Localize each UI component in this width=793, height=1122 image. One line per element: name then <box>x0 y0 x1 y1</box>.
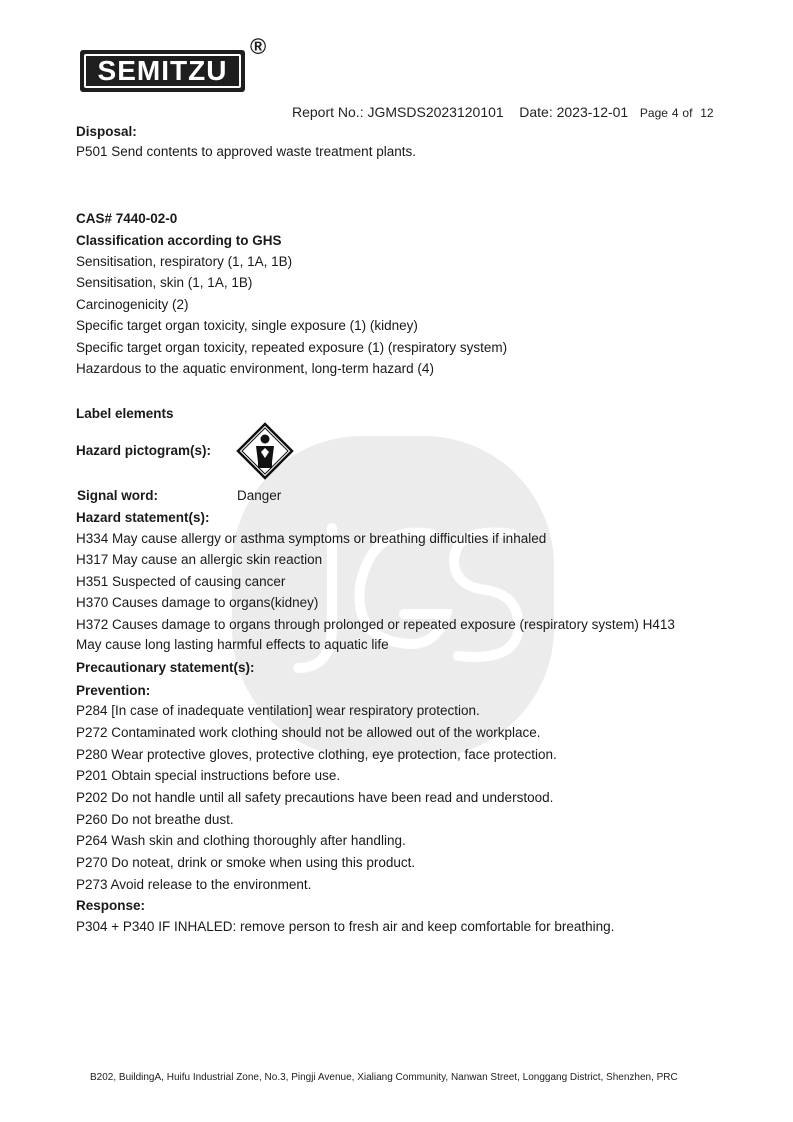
page-of: of <box>682 106 693 120</box>
classification-item: Specific target organ toxicity, single exposure (1) (kidney) <box>76 318 418 333</box>
prevention-statement: P270 Do noteat, drink or smoke when using this product. <box>76 855 416 870</box>
pictogram-label: Hazard pictogram(s): <box>76 443 212 458</box>
hazard-statement: May cause long lasting harmful effects to aquatic life <box>76 637 389 652</box>
logo-frame <box>84 54 241 88</box>
hazard-statement: H351 Suspected of causing cancer <box>76 574 286 589</box>
classification-item: Sensitisation, skin (1, 1A, 1B) <box>76 275 253 290</box>
registered-mark: ® <box>250 34 267 59</box>
logo-text: SEMITZU <box>97 55 228 86</box>
label-elements-heading: Label elements <box>76 406 174 421</box>
cas-heading: CAS# 7440-02-0 <box>76 211 178 226</box>
prevention-statement: P284 [In case of inadequate ventilation] wear respiratory protection. <box>76 703 480 718</box>
page-prefix: Page <box>639 106 668 120</box>
hazard-statements-heading: Hazard statement(s): <box>76 510 210 525</box>
precautionary-heading: Precautionary statement(s): <box>76 660 255 675</box>
footer-address: B202, BuildingA, Huifu Industrial Zone, No.3, Pingji Avenue, Xialiang Community, Nanwan Street, Longgang District, Shenzhen, PRC <box>90 1072 678 1083</box>
classification-item: Carcinogenicity (2) <box>76 297 189 312</box>
classification-item: Sensitisation, respiratory (1, 1A, 1B) <box>76 254 293 269</box>
report-number: Report No.: JGMSDS2023120101 <box>292 104 504 120</box>
response-statement: P304 + P340 IF INHALED: remove person to fresh air and keep comfortable for breathing. <box>76 919 615 934</box>
prevention-statement: P272 Contaminated work clothing should not be allowed out of the workplace. <box>76 725 541 740</box>
report-date: Date: 2023-12-01 <box>519 104 629 120</box>
classification-heading: Classification according to GHS <box>76 233 282 248</box>
prevention-statement: P260 Do not breathe dust. <box>76 812 234 827</box>
report-header-line <box>292 104 714 120</box>
disposal-p501: P501 Send contents to approved waste treatment plants. <box>76 144 416 159</box>
hazard-statement: H317 May cause an allergic skin reaction <box>76 552 323 567</box>
hazard-statement: H334 May cause allergy or asthma symptoms or breathing difficulties if inhaled <box>76 531 547 546</box>
prevention-statement: P273 Avoid release to the environment. <box>76 877 312 892</box>
classification-item: Specific target organ toxicity, repeated exposure (1) (respiratory system) <box>76 340 508 355</box>
disposal-heading: Disposal: <box>76 124 137 139</box>
prevention-statement: P201 Obtain special instructions before use. <box>76 768 341 783</box>
hazard-statement: H370 Causes damage to organs(kidney) <box>76 595 319 610</box>
prevention-statement: P202 Do not handle until all safety precautions have been read and understood. <box>76 790 554 805</box>
page-current: 4 <box>671 106 679 120</box>
classification-item: Hazardous to the aquatic environment, long-term hazard (4) <box>76 361 434 376</box>
prevention-heading: Prevention: <box>76 683 151 698</box>
health-hazard-icon <box>236 422 294 480</box>
prevention-statement: P264 Wash skin and clothing thoroughly after handling. <box>76 833 406 848</box>
hazard-statement: H372 Causes damage to organs through prolonged or repeated exposure (respiratory system) H413 <box>76 617 675 632</box>
signal-word-value: Danger <box>237 488 282 503</box>
prevention-statement: P280 Wear protective gloves, protective clothing, eye protection, face protection. <box>76 747 557 762</box>
page-total: 12 <box>700 106 714 120</box>
signal-word-label: Signal word: <box>77 488 158 503</box>
response-heading: Response: <box>76 898 146 913</box>
company-logo <box>80 50 245 92</box>
